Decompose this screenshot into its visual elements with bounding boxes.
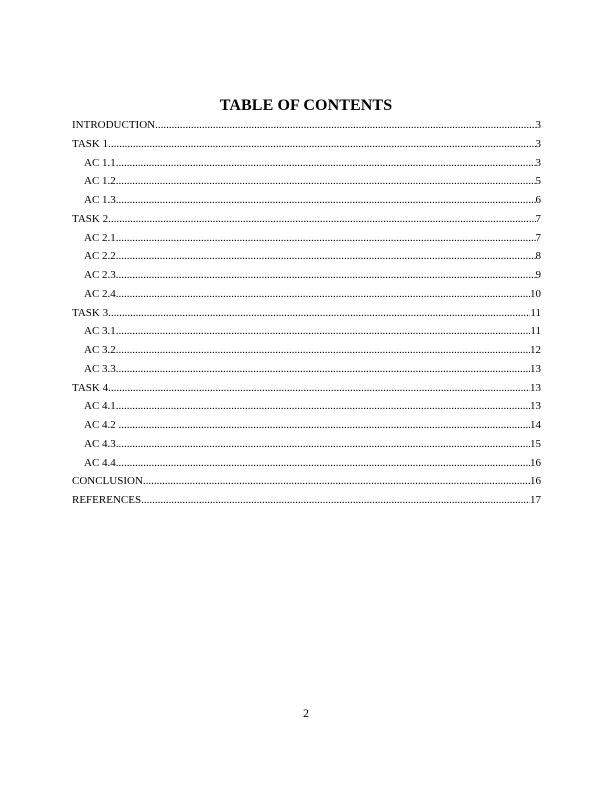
toc-entry-label: AC 3.2 [84, 344, 116, 356]
toc-entry[interactable] [72, 266, 541, 285]
toc-entry-label: AC 3.3 [84, 362, 116, 375]
toc-entry-label: AC 1.1 [84, 156, 116, 169]
toc-dot-leader [116, 360, 530, 379]
toc-dot-leader [116, 285, 530, 304]
toc-entry[interactable] [72, 416, 541, 435]
toc-entry[interactable] [72, 454, 541, 473]
toc-entry-page-number: 10 [530, 287, 541, 300]
toc-entry[interactable] [72, 304, 541, 323]
toc-entry-page-number: 7 [535, 231, 541, 244]
toc-entry-label: TASK 1 [72, 137, 109, 150]
toc-entry[interactable] [72, 191, 541, 210]
toc-dot-leader [116, 266, 536, 285]
toc-entry[interactable] [72, 135, 541, 154]
toc-entry[interactable] [72, 435, 541, 454]
toc-entry[interactable] [72, 116, 541, 135]
toc-entry-page-number: 17 [530, 494, 541, 506]
page-number: 2 [303, 706, 309, 720]
toc-entry-page-number: 11 [530, 306, 541, 319]
toc-dot-leader [116, 247, 536, 266]
toc-entry-page-number: 6 [535, 194, 541, 206]
toc-dot-leader [116, 154, 536, 173]
toc-entry-label: CONCLUSION [72, 475, 143, 488]
toc-entry[interactable] [72, 472, 541, 491]
toc-entry[interactable] [72, 285, 541, 304]
toc-entry-label: AC 4.3 [84, 437, 116, 450]
toc-entry[interactable] [72, 397, 541, 416]
toc-dot-leader [116, 322, 531, 341]
toc-dot-leader [108, 135, 535, 154]
toc-entry-page-number: 5 [535, 175, 541, 188]
toc-entry[interactable] [72, 229, 541, 248]
toc-entry-page-number: 14 [530, 419, 541, 431]
table-of-contents [72, 116, 541, 510]
toc-entry-page-number: 7 [535, 212, 541, 225]
toc-entry[interactable] [72, 210, 541, 229]
toc-dot-leader [116, 341, 530, 360]
toc-entry-label: AC 2.2 [84, 250, 116, 263]
toc-dot-leader [116, 172, 536, 191]
toc-entry-label: AC 2.1 [84, 231, 116, 244]
toc-entry-page-number: 8 [535, 250, 541, 263]
toc-dot-leader [116, 435, 530, 454]
toc-dot-leader [108, 210, 535, 229]
toc-entry[interactable] [72, 247, 541, 266]
toc-entry-label: INTRODUCTION [72, 119, 156, 131]
toc-entry-page-number: 13 [530, 400, 541, 413]
toc-entry-page-number: 13 [530, 362, 541, 375]
toc-entry-page-number: 15 [530, 437, 541, 450]
toc-entry-label: AC 4.2 [84, 419, 119, 431]
toc-dot-leader [116, 229, 536, 248]
toc-entry-page-number: 16 [530, 456, 541, 469]
toc-entry-page-number: 11 [530, 325, 541, 338]
toc-entry-label: TASK 4 [72, 381, 109, 394]
toc-dot-leader [143, 472, 530, 491]
toc-dot-leader [116, 397, 530, 416]
toc-entry[interactable] [72, 379, 541, 398]
toc-entry[interactable] [72, 154, 541, 173]
toc-entry[interactable] [72, 341, 541, 360]
toc-entry-label: AC 1.3 [84, 194, 116, 206]
toc-dot-leader [108, 304, 530, 323]
toc-entry-label: TASK 3 [72, 306, 109, 319]
toc-entry[interactable] [72, 491, 541, 510]
toc-entry-page-number: 3 [535, 137, 541, 150]
toc-entry-label: AC 2.3 [84, 269, 116, 281]
toc-entry-label: AC 2.4 [84, 287, 116, 300]
toc-entry[interactable] [72, 360, 541, 379]
toc-entry-label: AC 1.2 [84, 175, 116, 188]
toc-dot-leader [141, 491, 530, 510]
toc-dot-leader [116, 454, 530, 473]
toc-entry-label: AC 4.4 [84, 456, 116, 469]
toc-dot-leader [155, 116, 535, 135]
toc-entry-label: AC 4.1 [84, 400, 116, 413]
toc-entry-page-number: 3 [535, 156, 541, 169]
toc-entry-label: AC 3.1 [84, 325, 116, 338]
toc-entry-page-number: 9 [535, 269, 541, 281]
toc-entry-label: REFERENCES [72, 494, 142, 506]
toc-entry-page-number: 3 [535, 119, 541, 131]
toc-entry-page-number: 16 [530, 475, 541, 488]
toc-dot-leader [119, 416, 530, 435]
toc-entry-page-number: 13 [530, 381, 541, 394]
toc-title: TABLE OF CONTENTS [219, 97, 393, 114]
toc-entry-label: TASK 2 [72, 212, 109, 225]
toc-entry[interactable] [72, 322, 541, 341]
toc-entry[interactable] [72, 172, 541, 191]
toc-dot-leader [116, 191, 536, 210]
toc-dot-leader [108, 379, 530, 398]
toc-entry-page-number: 12 [530, 344, 541, 356]
